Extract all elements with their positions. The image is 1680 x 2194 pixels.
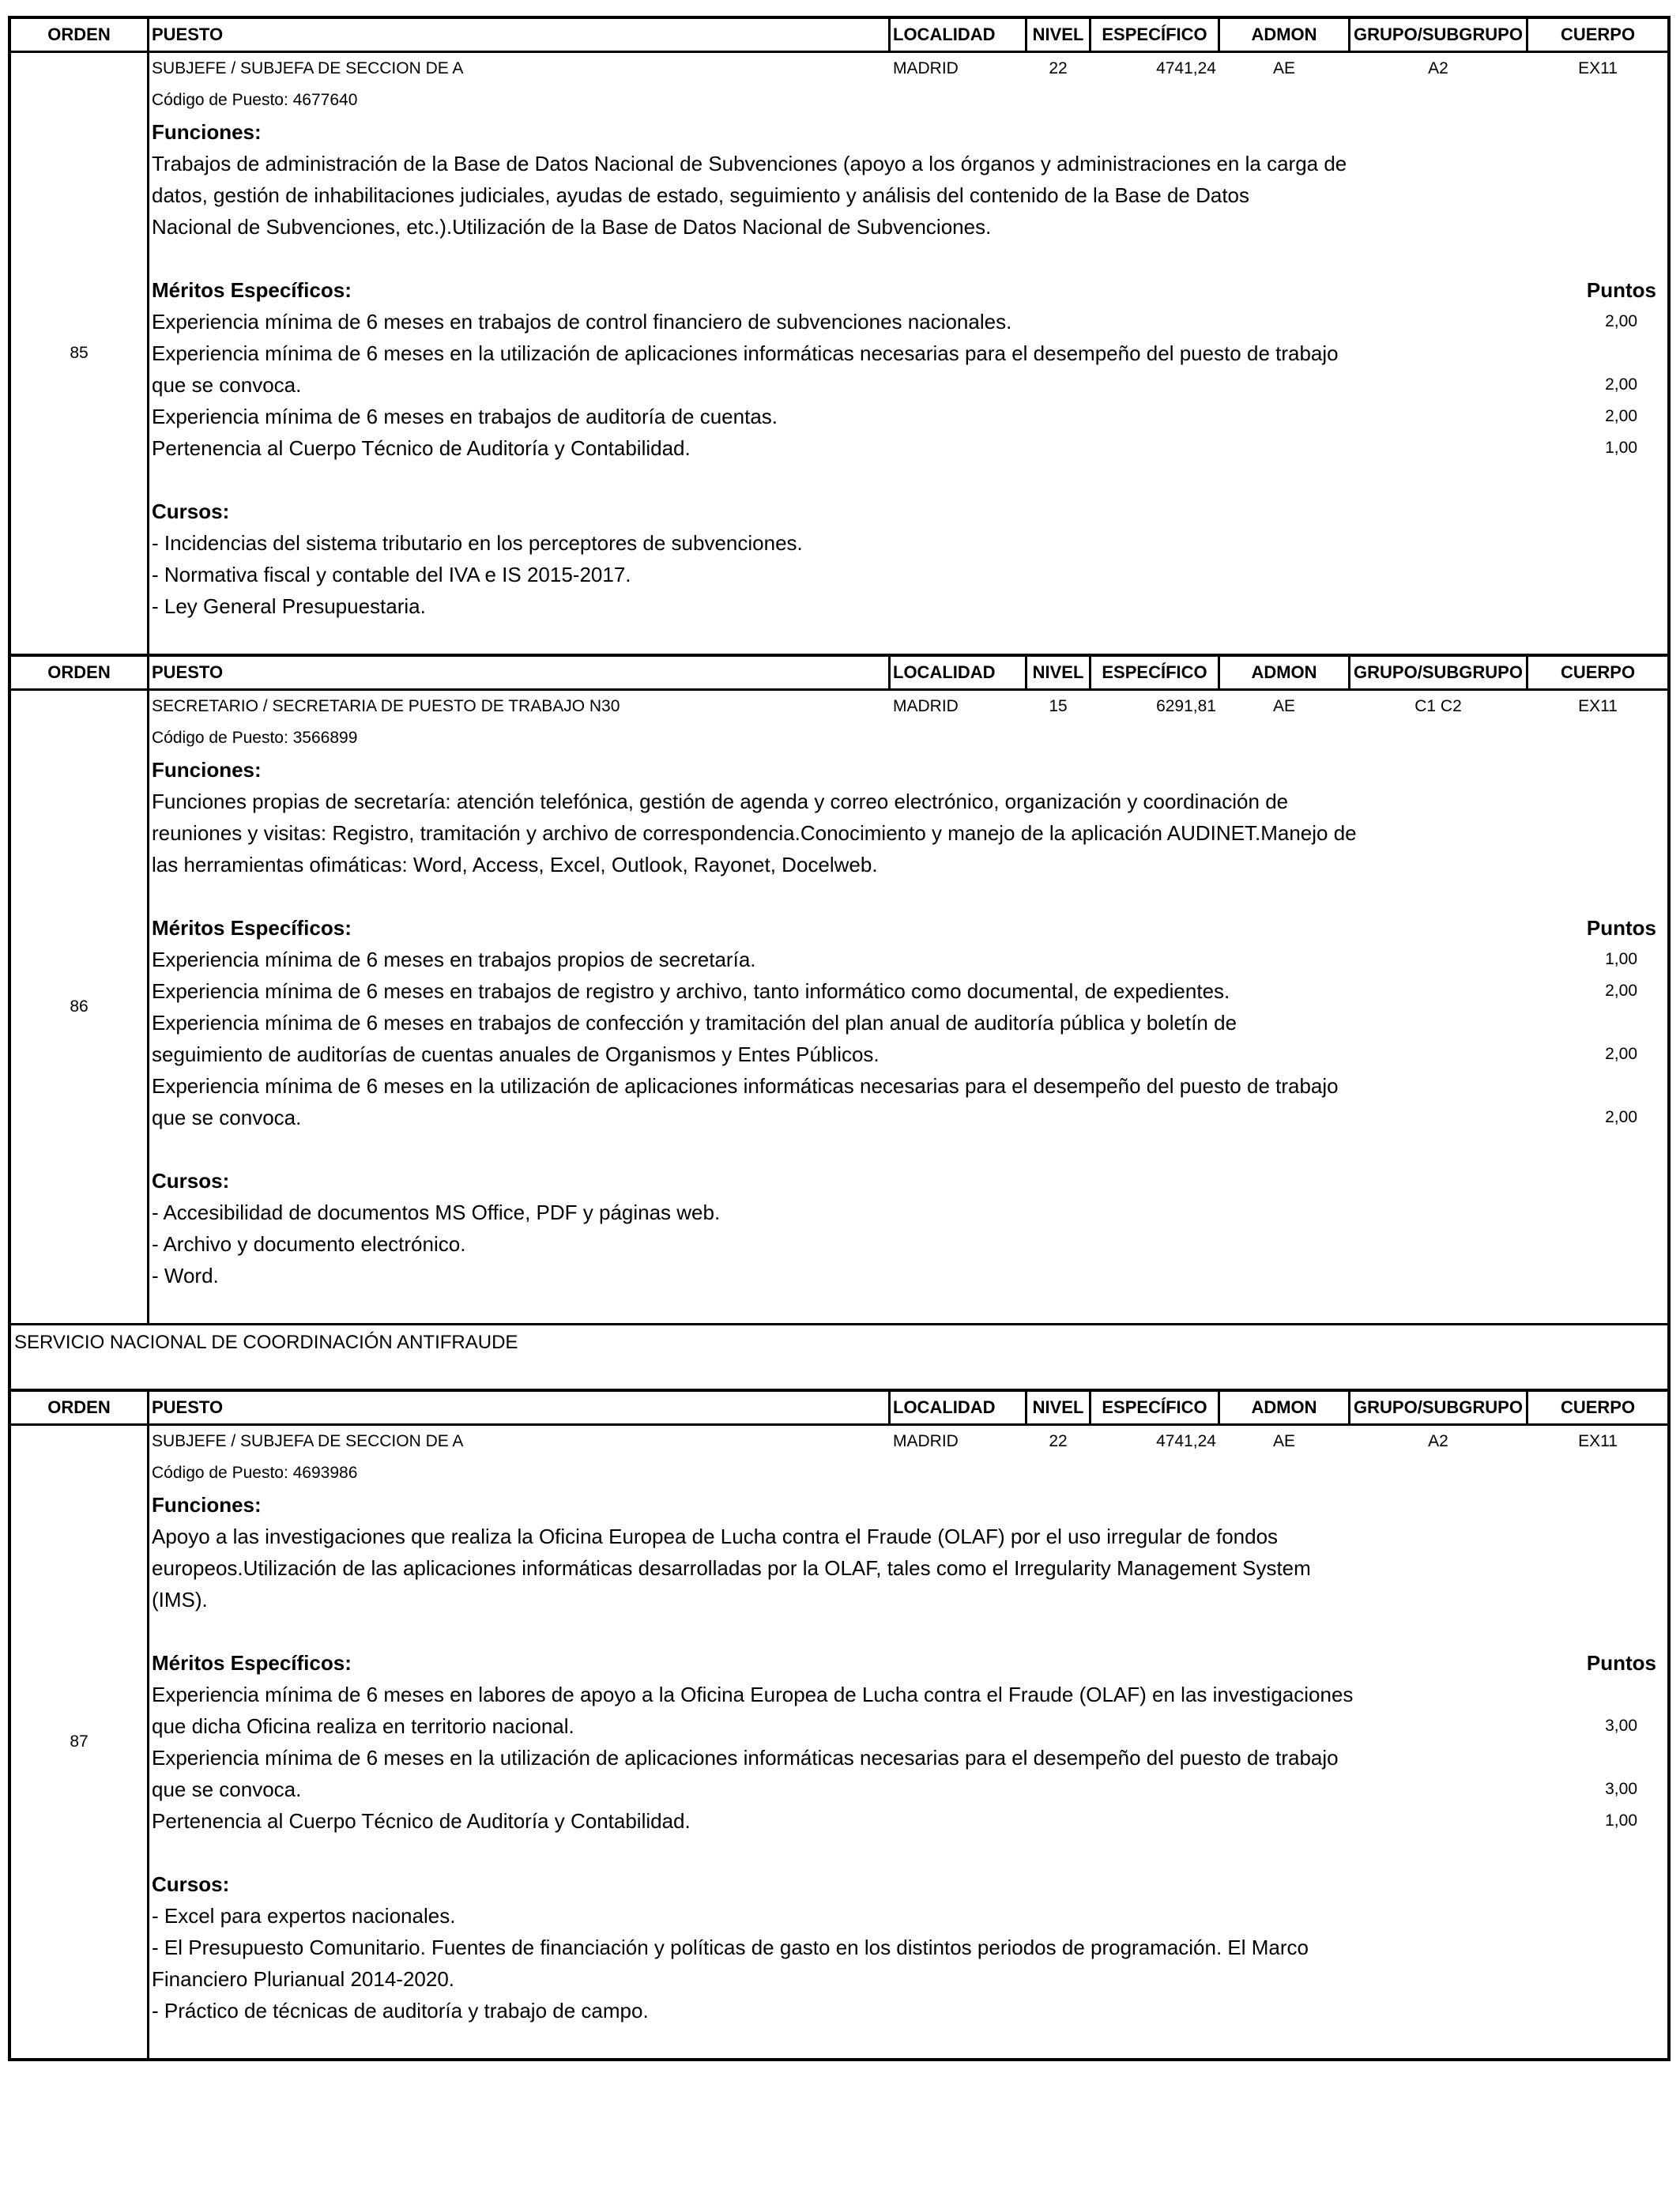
header-cuerpo: CUERPO [1560,1397,1636,1417]
curso-line-text: - Ley General Presupuestaria. [152,594,426,618]
header-admon: ADMON [1251,25,1317,44]
merito-line [149,1774,1667,1805]
funciones-line-text: Funciones propias de secretaría: atención telefónica, gestión de agenda y correo electrónico, organización y coordinación de [152,790,1289,813]
post-row [11,1426,1667,2058]
post-summary-line [149,53,1667,85]
column-divider [1218,1392,1220,1423]
merito-puntos: 3,00 [1605,1780,1637,1798]
merito-line-text: que se convoca. [152,1777,302,1801]
spacer [149,464,1667,496]
cuerpo-value: EX11 [1578,697,1618,715]
meritos-heading-text: Méritos Específicos: [152,916,352,940]
funciones-line [149,148,1667,179]
cursos-heading [149,1868,1667,1900]
curso-line [149,1995,1667,2026]
funciones-line [149,1552,1667,1584]
curso-line [149,1197,1667,1228]
curso-line-text: - Archivo y documento electrónico. [152,1232,466,1256]
curso-line-text: - Word. [152,1264,219,1287]
header-especifico: ESPECÍFICO [1102,25,1207,44]
merito-line-text: Experiencia mínima de 6 meses en labores de apoyo a la Oficina Europea de Lucha contra el Fraude (OLAF) en las investigaciones [152,1683,1354,1706]
merito-line-text: que dicha Oficina realiza en territorio nacional. [152,1714,574,1738]
cursos-heading-text: Cursos: [152,1169,230,1193]
curso-line-text: - El Presupuesto Comunitario. Fuentes de financiación y políticas de gasto en los distintos periodos de programación. El Marco [152,1936,1309,1959]
grupo-value: A2 [1428,1432,1448,1450]
meritos-heading [149,1647,1667,1679]
post-content [149,1426,1667,2058]
post-content [149,53,1667,654]
merito-line [149,944,1667,975]
section-title: SERVICIO NACIONAL DE COORDINACIÓN ANTIFRAUDE [14,1332,518,1353]
merito-line [149,401,1667,432]
cursos-heading-text: Cursos: [152,1872,230,1896]
column-divider [1089,19,1091,51]
merito-puntos: 2,00 [1605,982,1637,1000]
header-localidad: LOCALIDAD [893,25,996,44]
merito-line [149,1679,1667,1710]
merito-puntos: 1,00 [1605,1811,1637,1830]
merito-puntos: 2,00 [1605,1108,1637,1126]
post-summary-line [149,691,1667,722]
cursos-heading [149,1165,1667,1197]
puesto-name: SUBJEFE / SUBJEFA DE SECCION DE A [152,1432,464,1450]
header-grupo: GRUPO/SUBGRUPO [1354,1397,1523,1417]
post-block [8,1389,1671,2061]
cuerpo-value: EX11 [1578,1432,1618,1450]
header-grupo: GRUPO/SUBGRUPO [1354,662,1523,682]
curso-line [149,1228,1667,1260]
merito-line-text: Experiencia mínima de 6 meses en trabajos de control financiero de subvenciones nacionales. [152,310,1012,334]
column-divider [147,19,149,51]
orden-column [11,691,149,1323]
spacer [149,1837,1667,1868]
column-divider [147,1392,149,1423]
header-nivel: NIVEL [1032,25,1084,44]
funciones-line [149,1521,1667,1552]
merito-line [149,1070,1667,1102]
codigo-puesto-text: Código de Puesto: 3566899 [152,729,358,747]
funciones-line [149,179,1667,211]
header-puesto: PUESTO [152,1397,224,1417]
merito-line-text: Experiencia mínima de 6 meses en trabajos de auditoría de cuentas. [152,405,778,428]
curso-line-text: Financiero Plurianual 2014-2020. [152,1967,455,1991]
codigo-puesto [149,1457,1667,1489]
column-divider [1348,657,1350,688]
column-divider [1025,1392,1027,1423]
merito-line-text: seguimiento de auditorías de cuentas anuales de Organismos y Entes Públicos. [152,1042,880,1066]
merito-line-text: Experiencia mínima de 6 meses en la utilización de aplicaciones informáticas necesarias para el desempeño del puesto de trabajo [152,1074,1339,1098]
column-divider [1526,657,1528,688]
merito-line-text: que se convoca. [152,1106,302,1129]
header-puesto: PUESTO [152,25,224,44]
column-divider [1089,1392,1091,1423]
codigo-puesto [149,85,1667,116]
header-admon: ADMON [1251,1397,1317,1417]
funciones-line-text: Apoyo a las investigaciones que realiza la Oficina Europea de Lucha contra el Fraude (OLAF) por el uso irregular de fondos [152,1525,1279,1548]
merito-line [149,1039,1667,1070]
funciones-line [149,1584,1667,1615]
curso-line-text: - Accesibilidad de documentos MS Office, PDF y páginas web. [152,1201,721,1224]
column-divider [1526,1392,1528,1423]
puesto-name: SECRETARIO / SECRETARIA DE PUESTO DE TRABAJO N30 [152,697,620,715]
curso-line [149,590,1667,622]
post-block [8,654,1671,1323]
spacer [149,243,1667,274]
header-cuerpo: CUERPO [1560,662,1636,682]
merito-line-text: que se convoca. [152,373,302,397]
funciones-line [149,849,1667,880]
column-divider [1025,19,1027,51]
funciones-line-text: reuniones y visitas: Registro, tramitación y archivo de correspondencia.Conocimiento y manejo de la aplicación AUDINET.Manejo de [152,821,1357,845]
table-header [11,16,1667,53]
curso-line-text: - Incidencias del sistema tributario en los perceptores de subvenciones. [152,531,803,555]
curso-line-text: - Excel para expertos nacionales. [152,1904,456,1928]
funciones-line-text: Trabajos de administración de la Base de Datos Nacional de Subvenciones (apoyo a los órganos y administraciones en la carga de [152,152,1347,175]
spacer [149,622,1667,654]
section-heading [11,1323,1667,1389]
curso-line-text: - Normativa fiscal y contable del IVA e IS 2015-2017. [152,563,631,586]
column-divider [888,19,891,51]
curso-line [149,1260,1667,1291]
cursos-heading-text: Cursos: [152,499,230,523]
spacer [149,2026,1667,2058]
funciones-heading [149,116,1667,148]
funciones-line-text: las herramientas ofimáticas: Word, Access, Excel, Outlook, Rayonet, Docelweb. [152,853,878,876]
curso-line [149,1900,1667,1932]
column-divider [147,657,149,688]
header-nivel: NIVEL [1032,662,1084,682]
column-divider [1348,19,1350,51]
curso-line [149,1963,1667,1995]
merito-line [149,432,1667,464]
merito-line [149,1710,1667,1742]
merito-line-text: Experiencia mínima de 6 meses en trabajos de confección y tramitación del plan anual de auditoría pública y boletín de [152,1011,1237,1035]
orden-number: 87 [70,1732,89,1751]
spacer [149,880,1667,912]
merito-puntos: 2,00 [1605,407,1637,425]
column-divider [888,657,891,688]
funciones-heading [149,754,1667,786]
column-divider [1526,19,1528,51]
merito-puntos: 2,00 [1605,1045,1637,1063]
funciones-line-text: (IMS). [152,1588,208,1612]
cursos-heading [149,496,1667,527]
merito-line [149,1805,1667,1837]
header-especifico: ESPECÍFICO [1102,662,1207,682]
curso-line [149,559,1667,590]
grupo-value: C1 C2 [1414,697,1462,715]
merito-line-text: Experiencia mínima de 6 meses en trabajos de registro y archivo, tanto informático como documental, de expedientes. [152,979,1230,1003]
header-orden: ORDEN [47,1397,111,1417]
especifico-value: 4741,24 [1156,59,1216,77]
orden-number: 85 [70,344,89,362]
header-grupo: GRUPO/SUBGRUPO [1354,25,1523,44]
merito-line [149,1102,1667,1133]
header-orden: ORDEN [47,25,111,44]
merito-line [149,1007,1667,1039]
merito-line-text: Pertenencia al Cuerpo Técnico de Auditoría y Contabilidad. [152,436,691,460]
meritos-heading-text: Méritos Específicos: [152,1651,352,1675]
funciones-line [149,817,1667,849]
post-row [11,691,1667,1323]
merito-line [149,369,1667,401]
meritos-heading [149,912,1667,944]
funciones-line [149,211,1667,243]
spacer [149,1291,1667,1323]
orden-column [11,53,149,654]
admon-value: AE [1272,1432,1295,1450]
merito-line [149,1742,1667,1774]
cuerpo-value: EX11 [1578,59,1618,77]
nivel-value: 22 [1049,1432,1068,1450]
merito-puntos: 2,00 [1605,312,1637,330]
puntos-heading: Puntos [1586,1651,1656,1675]
puesto-name: SUBJEFE / SUBJEFA DE SECCION DE A [152,59,464,77]
localidad-value: MADRID [893,1432,959,1450]
especifico-value: 4741,24 [1156,1432,1216,1450]
column-divider [1218,19,1220,51]
header-puesto: PUESTO [152,662,224,682]
spacer [149,1133,1667,1165]
section-block [8,1323,1671,1389]
merito-puntos: 1,00 [1605,950,1637,968]
nivel-value: 22 [1049,59,1068,77]
funciones-line-text: datos, gestión de inhabilitaciones judiciales, ayudas de estado, seguimiento y análisis del contenido de la Base de Datos [152,183,1250,207]
spacer [149,1615,1667,1647]
merito-puntos: 2,00 [1605,375,1637,394]
header-admon: ADMON [1251,662,1317,682]
header-nivel: NIVEL [1032,1397,1084,1417]
codigo-puesto [149,722,1667,754]
meritos-heading [149,274,1667,306]
column-divider [1025,657,1027,688]
puntos-heading: Puntos [1586,278,1656,302]
merito-line [149,975,1667,1007]
admon-value: AE [1272,697,1295,715]
orden-number: 86 [70,997,89,1016]
localidad-value: MADRID [893,59,959,77]
codigo-puesto-text: Código de Puesto: 4693986 [152,1464,358,1482]
curso-line [149,527,1667,559]
funciones-heading [149,1489,1667,1521]
merito-line [149,306,1667,337]
header-orden: ORDEN [47,662,111,682]
funciones-heading-text: Funciones: [152,120,262,144]
funciones-line [149,786,1667,817]
orden-column [11,1426,149,2058]
table-header [11,654,1667,691]
merito-line [149,337,1667,369]
column-divider [888,1392,891,1423]
puntos-heading: Puntos [1586,916,1656,940]
merito-puntos: 3,00 [1605,1717,1637,1735]
funciones-heading-text: Funciones: [152,1493,262,1517]
header-especifico: ESPECÍFICO [1102,1397,1207,1417]
funciones-heading-text: Funciones: [152,758,262,782]
especifico-value: 6291,81 [1156,697,1216,715]
column-divider [1089,657,1091,688]
table-header [11,1389,1667,1426]
admon-value: AE [1272,59,1295,77]
curso-line [149,1932,1667,1963]
document-page [8,16,1671,2061]
merito-puntos: 1,00 [1605,439,1637,457]
merito-line-text: Pertenencia al Cuerpo Técnico de Auditoría y Contabilidad. [152,1809,691,1833]
nivel-value: 15 [1049,697,1068,715]
post-content [149,691,1667,1323]
header-cuerpo: CUERPO [1560,25,1636,44]
codigo-puesto-text: Código de Puesto: 4677640 [152,91,358,109]
funciones-line-text: Nacional de Subvenciones, etc.).Utilización de la Base de Datos Nacional de Subvenciones. [152,215,992,239]
post-block [8,16,1671,654]
header-localidad: LOCALIDAD [893,1397,996,1417]
grupo-value: A2 [1428,59,1448,77]
funciones-line-text: europeos.Utilización de las aplicaciones informáticas desarrolladas por la OLAF, tales como el Irregularity Management System [152,1556,1311,1580]
localidad-value: MADRID [893,697,959,715]
merito-line-text: Experiencia mínima de 6 meses en la utilización de aplicaciones informáticas necesarias para el desempeño del puesto de trabajo [152,1746,1339,1770]
merito-line-text: Experiencia mínima de 6 meses en la utilización de aplicaciones informáticas necesarias para el desempeño del puesto de trabajo [152,341,1339,365]
meritos-heading-text: Méritos Específicos: [152,278,352,302]
column-divider [1348,1392,1350,1423]
merito-line-text: Experiencia mínima de 6 meses en trabajos propios de secretaría. [152,948,756,971]
curso-line-text: - Práctico de técnicas de auditoría y trabajo de campo. [152,1999,649,2022]
header-localidad: LOCALIDAD [893,662,996,682]
post-summary-line [149,1426,1667,1457]
post-row [11,53,1667,654]
column-divider [1218,657,1220,688]
